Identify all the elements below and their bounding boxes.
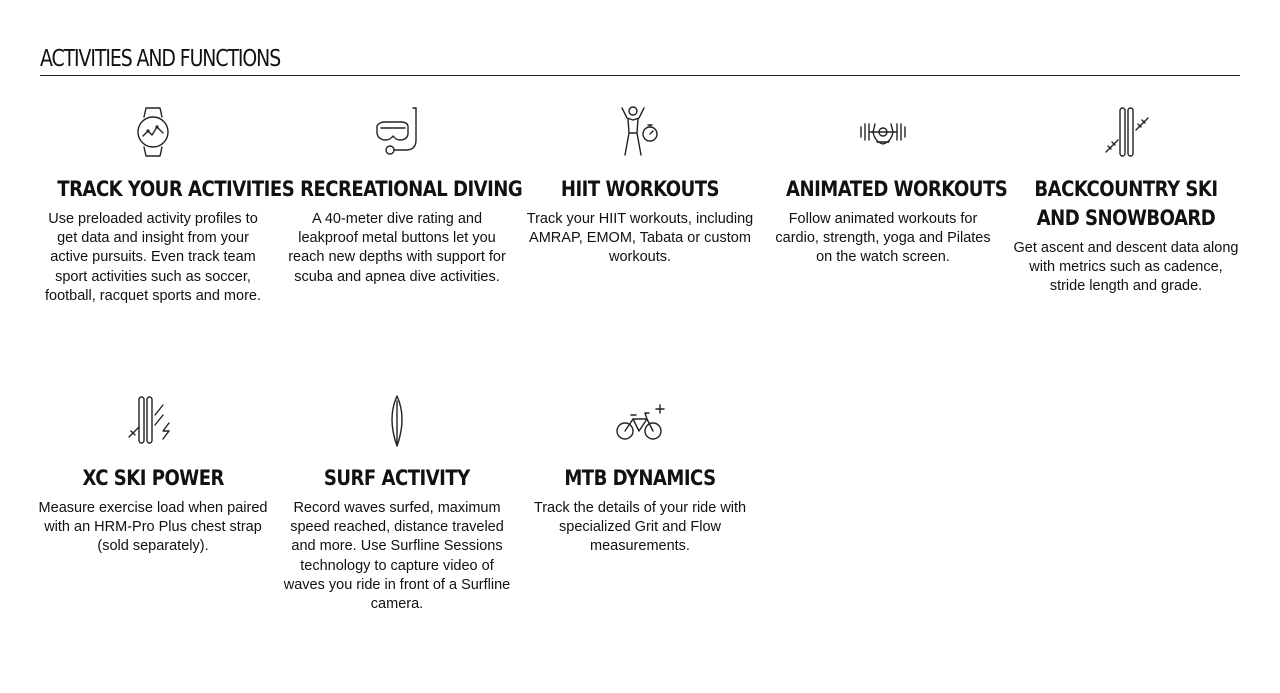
feature-description: Track your HIIT workouts, including AMRAP, EMOM, Tabata or custom workouts.	[526, 211, 754, 266]
feature-title: RECREATIONAL DIVING	[300, 177, 523, 201]
hiit-stopwatch-icon	[612, 104, 668, 160]
feature-title: BACKCOUNTRY SKI AND SNOWBOARD	[1034, 177, 1218, 230]
feature-title: SURF ACTIVITY	[324, 466, 470, 490]
feature-track-activities	[38, 104, 295, 306]
feature-title: HIIT WORKOUTS	[560, 177, 720, 201]
feature-backcountry-ski	[1011, 104, 1241, 297]
section-title: ACTIVITIES AND FUNCTIONS	[40, 46, 281, 72]
feature-title: ANIMATED WORKOUTS	[786, 177, 1008, 201]
smartwatch-activity-icon	[125, 104, 181, 160]
feature-description: Track the details of your ride with specialized Grit and Flow measurements.	[533, 500, 747, 555]
feature-hiit-workouts	[525, 104, 755, 268]
feature-description: Follow animated workouts for cardio, strength, yoga and Pilates on the watch screen.	[775, 211, 991, 266]
feature-description: Get ascent and descent data along with metrics such as cadence, stride length and grade.	[1013, 240, 1239, 295]
feature-title: MTB DYNAMICS	[564, 466, 716, 490]
feature-title: TRACK YOUR ACTIVITIES	[57, 177, 295, 201]
feature-xc-ski-power	[38, 393, 268, 557]
feature-description: Record waves surfed, maximum speed reached, distance traveled and more. Use Surfline Sessions technology to capture video of waves you ride in front of a Surfline camera.	[283, 500, 511, 613]
section-divider	[40, 75, 1240, 76]
mountain-bike-icon	[612, 393, 668, 449]
feature-title: XC SKI POWER	[82, 466, 224, 490]
feature-animated-workouts	[768, 104, 1008, 268]
feature-description: Use preloaded activity profiles to get data and insight from your active pursuits. Even track team sport activities such as soccer, football, racquet sports and more.	[44, 211, 261, 304]
feature-description: Measure exercise load when paired with an HRM-Pro Plus chest strap (sold separately).	[38, 500, 268, 555]
feature-recreational-diving	[282, 104, 523, 287]
dive-mask-snorkel-icon	[369, 104, 425, 160]
feature-description: A 40-meter dive rating and leakproof metal buttons let you reach new depths with support for scuba and apnea dive activities.	[288, 211, 506, 285]
backcountry-skis-icon	[1098, 104, 1154, 160]
weightlifting-icon	[855, 104, 911, 160]
xc-ski-power-icon	[125, 393, 181, 449]
surfboard-icon	[369, 393, 425, 449]
feature-surf-activity	[282, 393, 512, 614]
feature-mtb-dynamics	[525, 393, 755, 557]
